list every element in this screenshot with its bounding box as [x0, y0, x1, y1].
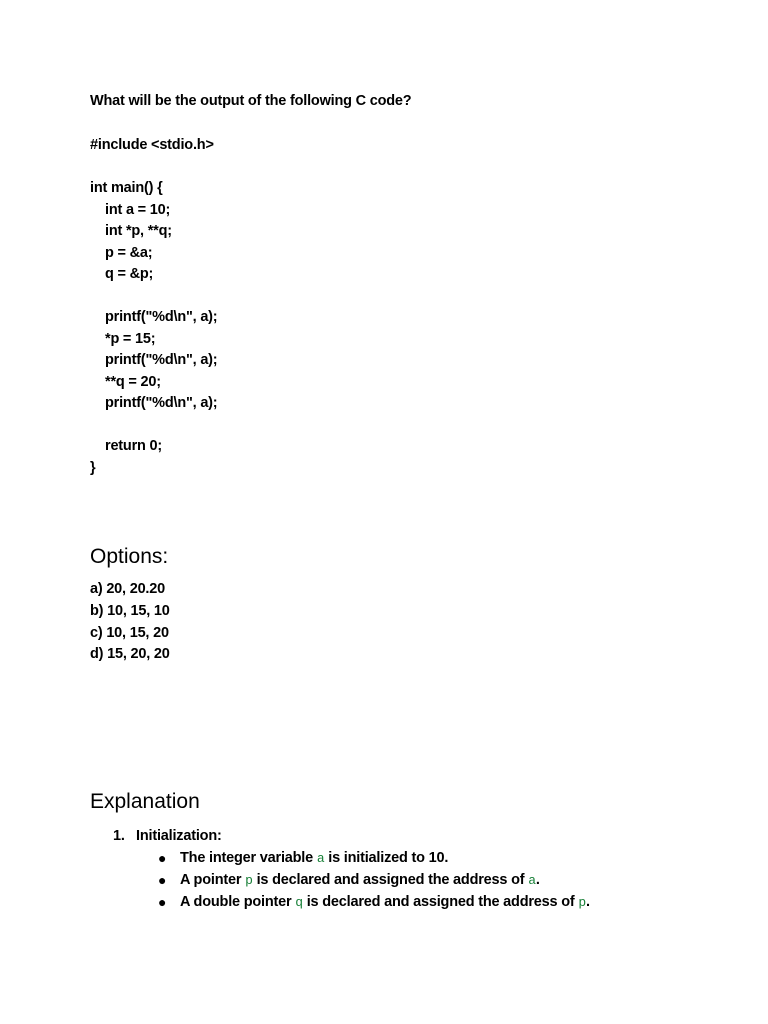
bullet-item — [113, 869, 590, 891]
code-line: printf("%d\n", a); — [105, 309, 218, 325]
code-line: printf("%d\n", a); — [105, 395, 218, 411]
bullet-text: . — [535, 872, 540, 888]
code-line — [90, 157, 217, 179]
inline-code: q — [295, 895, 303, 910]
bullet-text: is declared and assigned the address of — [252, 872, 529, 888]
code-line: #include <stdio.h> — [90, 137, 214, 153]
code-line: printf("%d\n", a); — [105, 352, 218, 368]
code-line: int a = 10; — [105, 201, 171, 218]
bullet-text: is declared and assigned the address of — [302, 894, 579, 910]
code-line: q = &p; — [105, 266, 154, 282]
code-line: p = &a; — [105, 244, 153, 261]
bullet-text: is initialized to 10. — [324, 850, 449, 866]
options-list — [90, 579, 170, 666]
bullet-text: The integer variable — [180, 850, 317, 866]
code-line: return 0; — [105, 438, 163, 454]
inline-code: a — [528, 873, 536, 888]
explanation-step — [113, 825, 590, 847]
inline-code: p — [245, 873, 253, 888]
step-number: 1. — [113, 828, 125, 844]
code-line: int main() { — [90, 180, 163, 196]
inline-code: p — [578, 895, 586, 910]
question-text: What will be the output of the following C code? — [90, 93, 412, 109]
bullet-icon: ● — [158, 850, 167, 866]
bullet-item — [113, 891, 590, 913]
option-c: c) 10, 15, 20 — [90, 624, 169, 641]
code-line: *p = 15; — [105, 330, 156, 347]
bullet-icon: ● — [158, 894, 167, 910]
code-line — [90, 286, 217, 308]
bullet-text: A pointer — [180, 872, 246, 888]
bullet-text: A double pointer — [180, 894, 296, 910]
inline-code: a — [316, 851, 325, 866]
options-heading: Options: — [90, 545, 169, 568]
explanation-list — [113, 825, 590, 913]
option-a: a) 20, 20.20 — [90, 581, 165, 597]
bullet-item — [113, 847, 590, 869]
option-d: d) 15, 20, 20 — [90, 646, 170, 663]
code-line: } — [90, 459, 96, 476]
step-title: Initialization: — [136, 828, 222, 844]
code-line: int *p, **q; — [105, 223, 172, 239]
bullet-text: . — [585, 894, 590, 910]
explanation-heading: Explanation — [90, 790, 200, 813]
step-bullets — [113, 847, 590, 913]
code-line: **q = 20; — [105, 373, 161, 390]
code-block — [90, 135, 217, 479]
option-b: b) 10, 15, 10 — [90, 602, 170, 619]
code-line — [90, 415, 217, 437]
bullet-icon: ● — [158, 872, 167, 888]
